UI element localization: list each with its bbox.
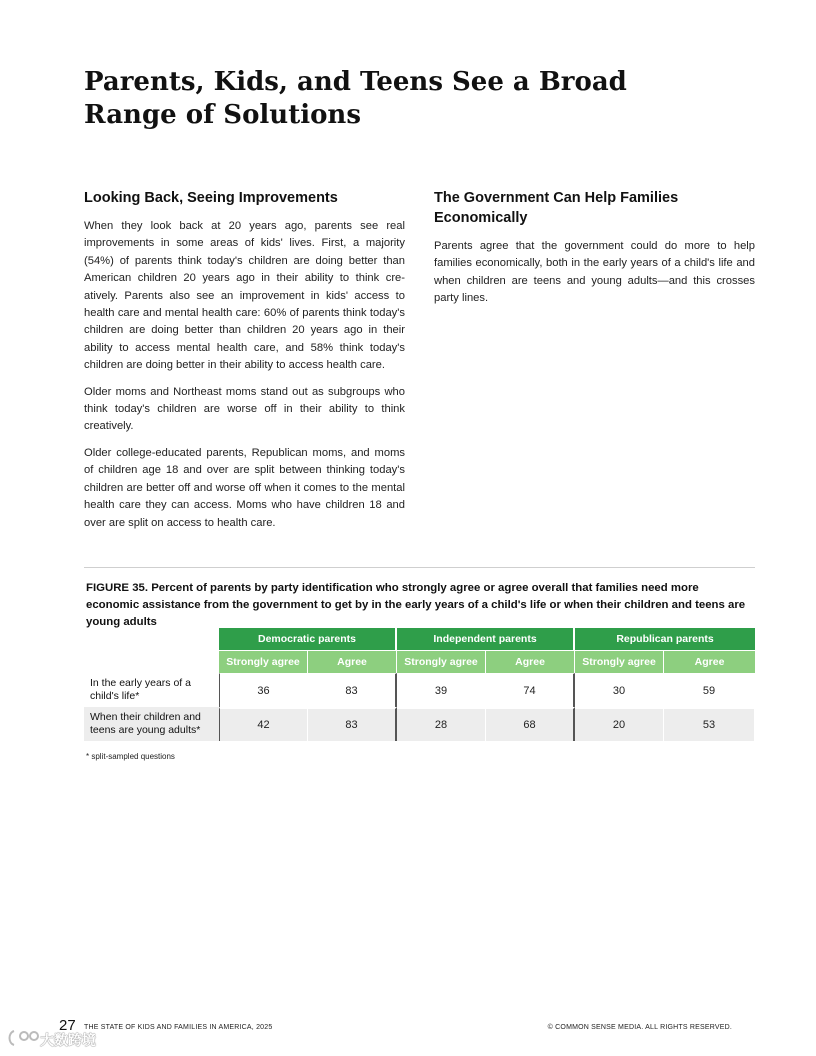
table-subheader-row <box>84 650 755 673</box>
left-paragraph-3: Older college-educated parents, Republican moms, and moms of children age 18 and over are split between thinking today's children are better off and worse off when it comes to the mental health care they can access. Moms who have children 18 and over are split on access to health care. <box>84 446 405 529</box>
table-group-header-row <box>84 628 755 650</box>
figure-footnote: * split-sampled questions <box>86 752 175 761</box>
left-paragraph-2: Older moms and Northeast moms stand out as subgroups who think today's children are worse off in their ability to think creatively. <box>84 385 405 433</box>
page-title: Parents, Kids, and Teens See a Broad Range of Solutions <box>84 67 627 130</box>
subheader-rep-strongly-agree: Strongly agree <box>575 650 664 673</box>
left-paragraph-1: When they look back at 20 years ago, parents see real improvements in some areas of kids' lives. First, a majority (54%) of parents think today's children are doing better than American children 20 years ago in their ability to think cre-atively. Parents also see an improvement in kids' access to health care and mental health care: 60% of parents think today's children are doing better than children 20 years ago in their ability to access mental health care, and 58% think today's children are doing better in their ability to access health care. <box>84 220 405 372</box>
cell-value: 20 <box>575 707 664 741</box>
footer-copyright: © COMMON SENSE MEDIA. ALL RIGHTS RESERVED. <box>547 1024 732 1031</box>
subheader-ind-strongly-agree: Strongly agree <box>397 650 486 673</box>
watermark-text: 大数跨境 <box>40 1032 96 1048</box>
cell-value: 83 <box>308 707 397 741</box>
right-paragraph-1: Parents agree that the government could do more to help families economically, both in the early years of a child's life and when children are teens and young adults—and this crosses party lines. <box>434 240 755 305</box>
row-label: When their children and teens are young adults* <box>84 707 219 741</box>
left-column <box>84 188 405 541</box>
footer-report-title: THE STATE OF KIDS AND FAMILIES IN AMERICA, 2025 <box>84 1024 273 1031</box>
cell-value: 74 <box>486 673 575 707</box>
cell-value: 42 <box>219 707 308 741</box>
right-heading: The Government Can Help Families Economically <box>434 190 679 226</box>
cell-value: 39 <box>397 673 486 707</box>
page-number: 27 <box>59 1017 76 1034</box>
cell-value: 68 <box>486 707 575 741</box>
table-row <box>84 673 755 707</box>
subheader-rep-agree: Agree <box>664 650 755 673</box>
group-header-independent: Independent parents <box>397 628 575 650</box>
cell-value: 30 <box>575 673 664 707</box>
cell-value: 83 <box>308 673 397 707</box>
table-row <box>84 707 755 741</box>
subheader-ind-agree: Agree <box>486 650 575 673</box>
table-corner <box>84 628 219 650</box>
group-header-republican: Republican parents <box>575 628 755 650</box>
cell-value: 59 <box>664 673 755 707</box>
subheader-dem-agree: Agree <box>308 650 397 673</box>
row-label: In the early years of a child's life* <box>84 673 219 707</box>
left-heading: Looking Back, Seeing Improvements <box>84 190 338 206</box>
watermark-logo-icon <box>6 1027 40 1049</box>
cell-value: 28 <box>397 707 486 741</box>
section-divider <box>84 567 755 568</box>
cell-value: 53 <box>664 707 755 741</box>
right-column <box>434 188 755 317</box>
group-header-democratic: Democratic parents <box>219 628 397 650</box>
cell-value: 36 <box>219 673 308 707</box>
subheader-dem-strongly-agree: Strongly agree <box>219 650 308 673</box>
figure-table <box>84 628 755 741</box>
figure-caption: FIGURE 35. Percent of parents by party identification who strongly agree or agree overall that families need more economic assistance from the government to get by in the early years of a child's life or when their children and teens are young adults <box>86 582 746 628</box>
table-corner-sub <box>84 650 219 673</box>
